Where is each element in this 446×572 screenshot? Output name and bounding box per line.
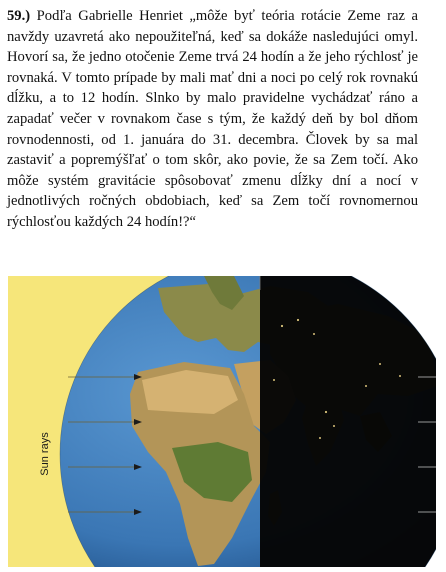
problem-text bbox=[7, 6, 418, 233]
earth-illumination-figure bbox=[8, 276, 436, 567]
problem-paragraph: Podľa Gabrielle Henriet „môže byť teória rotácie Zeme raz a navždy uzavretá ako nepoužiteľná, keď sa dokáže nasledujúci omyl. Hovorí sa, že jedno otočenie Zeme trvá 24 hodín a že jeho rýchlosť je rovnaká. V tomto prípade by mali mať dni a noci po celý rok rovnakú dĺžku, a to 12 hodín. Slnko by malo pravidelne vychádzať ráno a zapadať večer v rovnakom čase s tým, že každý deň by bol dňom rovnodennosti, od 1. januára do 31. decembra. Človek by sa mal zastaviť a popremýšľať o tom skôr, ako povie, že sa Zem točí. Ako môže systém gravitácie spôsobovať zmenu dĺžky dní a nocí v jednotlivých ročných obdobiach, keď sa Zem točí rovnomernou rýchlosťou každých 24 hodín!?“ bbox=[7, 8, 418, 230]
problem-number: 59.) bbox=[7, 8, 31, 24]
sun-rays-label: Sun rays bbox=[39, 432, 51, 476]
